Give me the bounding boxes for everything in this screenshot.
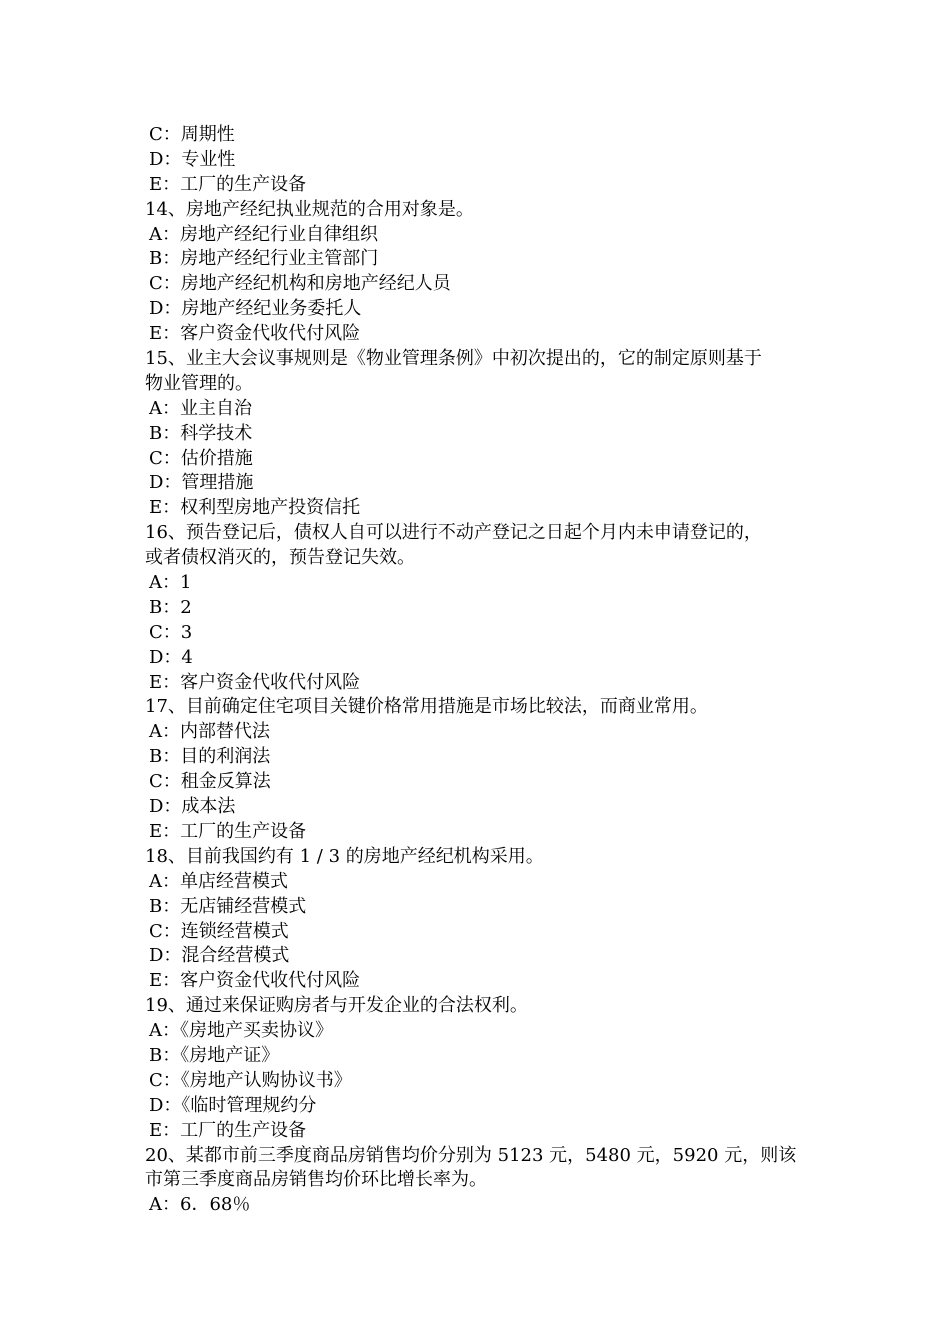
question-text: 18、目前我国约有 1 / 3 的房地产经纪机构采用。: [145, 845, 544, 867]
answer-option: A：内部替代法: [149, 721, 270, 743]
answer-option: A：房地产经纪行业自律组织: [149, 223, 378, 245]
question-text: 20、某都市前三季度商品房销售均价分别为 5123 元，5480 元，5920 元，则该: [145, 1144, 797, 1166]
question-text: 或者债权消灭的，预告登记失效。: [145, 547, 415, 569]
answer-option: D：专业性: [149, 148, 236, 170]
document-body: [145, 123, 815, 1218]
answer-option: C：《房地产认购协议书》: [149, 1069, 352, 1091]
answer-option: D：房地产经纪业务委托人: [149, 298, 362, 320]
answer-option: A：1: [149, 572, 192, 594]
answer-option: B：《房地产证》: [149, 1044, 280, 1066]
question-text: 19、通过来保证购房者与开发企业的合法权利。: [145, 995, 528, 1017]
answer-option: D：《临时管理规约分: [149, 1094, 317, 1116]
answer-option: C：3: [149, 621, 193, 643]
question-text: 15、业主大会议事规则是《物业管理条例》中初次提出的，它的制定原则基于: [145, 348, 762, 370]
answer-option: A：《房地产买卖协议》: [149, 1020, 333, 1042]
question-text: 市第三季度商品房销售均价环比增长率为。: [145, 1169, 487, 1191]
answer-option: E：工厂的生产设备: [149, 820, 307, 842]
answer-option: E：工厂的生产设备: [149, 1119, 307, 1141]
answer-option: E：客户资金代收代付风险: [149, 671, 361, 693]
answer-option: A：业主自治: [149, 397, 252, 419]
answer-option: C：连锁经营模式: [149, 920, 289, 942]
answer-option: E：客户资金代收代付风险: [149, 970, 361, 992]
answer-option: D：4: [149, 646, 193, 668]
answer-option: B：无店铺经营模式: [149, 895, 307, 917]
answer-option: C：周期性: [149, 124, 235, 145]
question-text: 17、目前确定住宅项目关键价格常用措施是市场比较法，而商业常用。: [145, 696, 708, 718]
answer-option: C：估价措施: [149, 447, 253, 469]
answer-option: A：单店经营模式: [149, 870, 288, 892]
answer-option: C：房地产经纪机构和房地产经纪人员: [149, 273, 451, 295]
answer-option: A：6．68％: [149, 1194, 251, 1216]
answer-option: D：管理措施: [149, 472, 254, 494]
answer-option: B：科学技术: [149, 422, 253, 444]
answer-option: C：租金反算法: [149, 771, 271, 793]
answer-option: D：混合经营模式: [149, 945, 290, 967]
question-text: 14、房地产经纪执业规范的合用对象是。: [145, 198, 474, 220]
question-text: 16、预告登记后，债权人自可以进行不动产登记之日起个月内未申请登记的，: [145, 522, 762, 544]
answer-option: D：成本法: [149, 796, 236, 818]
answer-option: E：工厂的生产设备: [149, 173, 307, 195]
answer-option: B：房地产经纪行业主管部门: [149, 248, 379, 270]
answer-option: B：目的利润法: [149, 746, 271, 768]
answer-option: E：客户资金代收代付风险: [149, 323, 361, 345]
answer-option: E：权利型房地产投资信托: [149, 497, 361, 519]
answer-option: B：2: [149, 596, 192, 618]
question-text: 物业管理的。: [145, 372, 253, 394]
